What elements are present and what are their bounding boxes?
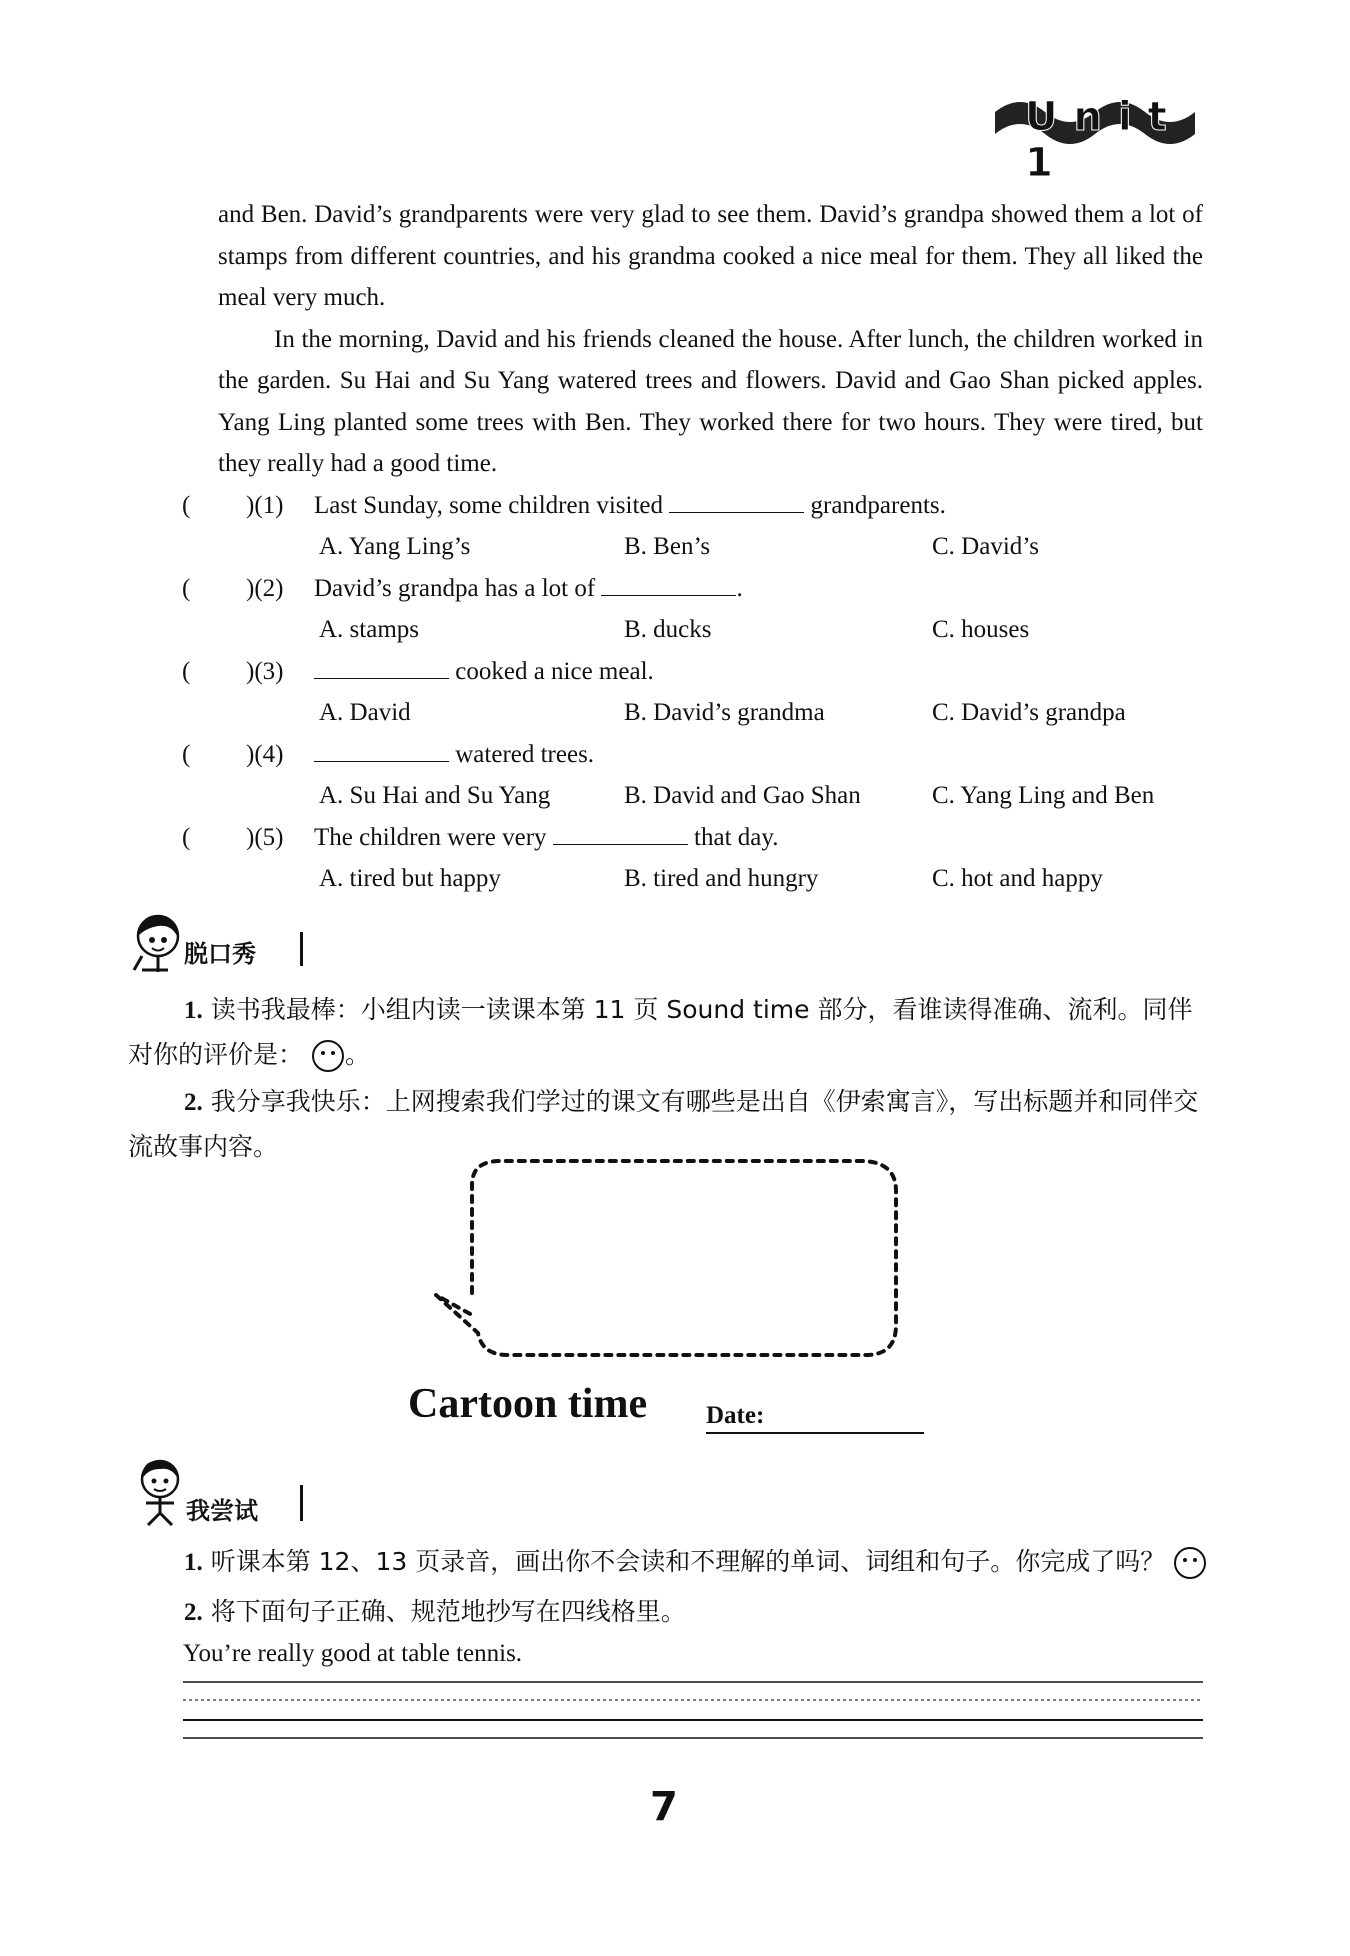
item-2-number: 2. (184, 1089, 203, 1116)
option-b[interactable]: B. tired and hungry (624, 865, 819, 892)
cartoon-time-title: Cartoon time (408, 1381, 648, 1427)
question-4 (182, 734, 1212, 775)
section-talk-show (128, 910, 308, 974)
unit-label: Unit 1 (1025, 94, 1183, 186)
stem-before-blank: David’s grandpa has a lot of (314, 575, 596, 602)
reading-passage (218, 194, 1203, 485)
question-1 (182, 485, 1212, 526)
option-b[interactable]: B. Ben’s (624, 533, 711, 560)
four-line-writing-grid[interactable] (183, 1676, 1203, 1746)
answer-paren-open[interactable]: ( (182, 824, 191, 851)
passage-paragraph-1: and Ben. David’s grandparents were very glad to see them. David’s grandpa showed them a lot of stamps from different countries, and his grandma cooked a nice meal for them. They all liked the meal very much. (218, 201, 1203, 311)
option-b[interactable]: B. ducks (624, 616, 712, 643)
stem-before-blank: Last Sunday, some children visited (314, 492, 664, 519)
option-a[interactable]: A. Yang Ling’s (319, 533, 471, 560)
item-1-number: 1. (184, 1549, 203, 1576)
option-b[interactable]: B. David’s grandma (624, 699, 825, 726)
answer-paren-open[interactable]: ( (182, 492, 191, 519)
fill-in-blank[interactable] (314, 652, 449, 679)
question-stem (314, 817, 779, 858)
page-number: 7 (650, 1784, 678, 1830)
question-number: )(1) (246, 492, 284, 519)
try-it-item-2 (128, 1590, 1206, 1635)
try-it-item-1 (128, 1540, 1213, 1585)
item-1-text: 读书我最棒：小组内读一读课本第 11 页 Sound time 部分，看谁读得准确、流利。同伴对你的评价是： (128, 995, 1193, 1069)
stem-after-blank: cooked a nice meal. (455, 658, 654, 685)
option-c[interactable]: C. David’s (932, 533, 1039, 560)
question-stem (314, 485, 946, 526)
smiley-face-icon (311, 1039, 345, 1073)
option-a[interactable]: A. stamps (319, 616, 419, 643)
question-2 (182, 568, 1212, 609)
option-b[interactable]: B. David and Gao Shan (624, 782, 861, 809)
question-list (182, 485, 1212, 905)
option-c[interactable]: C. Yang Ling and Ben (932, 782, 1155, 809)
cartoon-time-header (408, 1380, 928, 1440)
unit-badge (995, 92, 1195, 186)
item-2-number: 2. (184, 1599, 203, 1626)
question-stem (314, 734, 594, 775)
fill-in-blank[interactable] (669, 486, 804, 513)
fill-in-blank[interactable] (601, 569, 736, 596)
option-c[interactable]: C. David’s grandpa (932, 699, 1126, 726)
talk-show-item-1 (128, 988, 1206, 1077)
question-number: )(2) (246, 575, 284, 602)
smiley-face-icon (1173, 1546, 1207, 1580)
copy-sentence: You’re really good at table tennis. (183, 1640, 523, 1667)
fill-in-blank[interactable] (553, 818, 688, 845)
heading-divider (300, 932, 303, 966)
option-a[interactable]: A. David (319, 699, 411, 726)
item-1-number: 1. (184, 997, 203, 1024)
question-number: )(3) (246, 658, 284, 685)
stem-after-blank: grandparents. (810, 492, 946, 519)
stem-after-blank: watered trees. (455, 741, 595, 768)
question-number: )(5) (246, 824, 284, 851)
item-2-text: 我分享我快乐：上网搜索我们学过的课文有哪些是出自《伊索寓言》，写出标题并和同伴交流故事内容。 (128, 1087, 1199, 1161)
stem-after-blank: . (736, 575, 743, 602)
answer-paren-open[interactable]: ( (182, 741, 191, 768)
heading-divider (300, 1485, 303, 1521)
answer-paren-open[interactable]: ( (182, 575, 191, 602)
option-c[interactable]: C. houses (932, 616, 1030, 643)
girl-mascot-icon (128, 1455, 192, 1527)
section-talk-show-heading: 脱口秀 (184, 940, 256, 968)
date-field-line[interactable] (706, 1432, 924, 1434)
date-label: Date: (706, 1402, 765, 1429)
fill-in-blank[interactable] (314, 735, 449, 762)
option-c[interactable]: C. hot and happy (932, 865, 1103, 892)
option-a[interactable]: A. Su Hai and Su Yang (319, 782, 551, 809)
question-number: )(4) (246, 741, 284, 768)
question-stem (314, 651, 654, 692)
speech-bubble-answer-area[interactable] (430, 1155, 910, 1363)
question-5 (182, 817, 1212, 858)
item-1-end: 。 (344, 1040, 370, 1069)
question-3 (182, 651, 1212, 692)
stem-after-blank: that day. (694, 824, 779, 851)
girl-mascot-icon (128, 910, 190, 974)
item-2-text: 将下面句子正确、规范地抄写在四线格里。 (210, 1597, 686, 1626)
option-a[interactable]: A. tired but happy (319, 865, 501, 892)
stem-before-blank: The children were very (314, 824, 547, 851)
section-try-it (128, 1455, 318, 1527)
answer-paren-open[interactable]: ( (182, 658, 191, 685)
passage-paragraph-2: In the morning, David and his friends cleaned the house. After lunch, the children worked in the garden. Su Hai and Su Yang watered trees and flowers. David and Gao Shan picked apples. Yang Ling planted some trees with Ben. They worked there for two hours. They were tired, but they really had a good time. (218, 325, 1203, 477)
item-1-text: 听课本第 12、13 页录音，画出你不会读和不理解的单词、词组和句子。你完成了吗？ (210, 1547, 1166, 1576)
question-stem (314, 568, 743, 609)
section-try-it-heading: 我尝试 (186, 1497, 258, 1525)
